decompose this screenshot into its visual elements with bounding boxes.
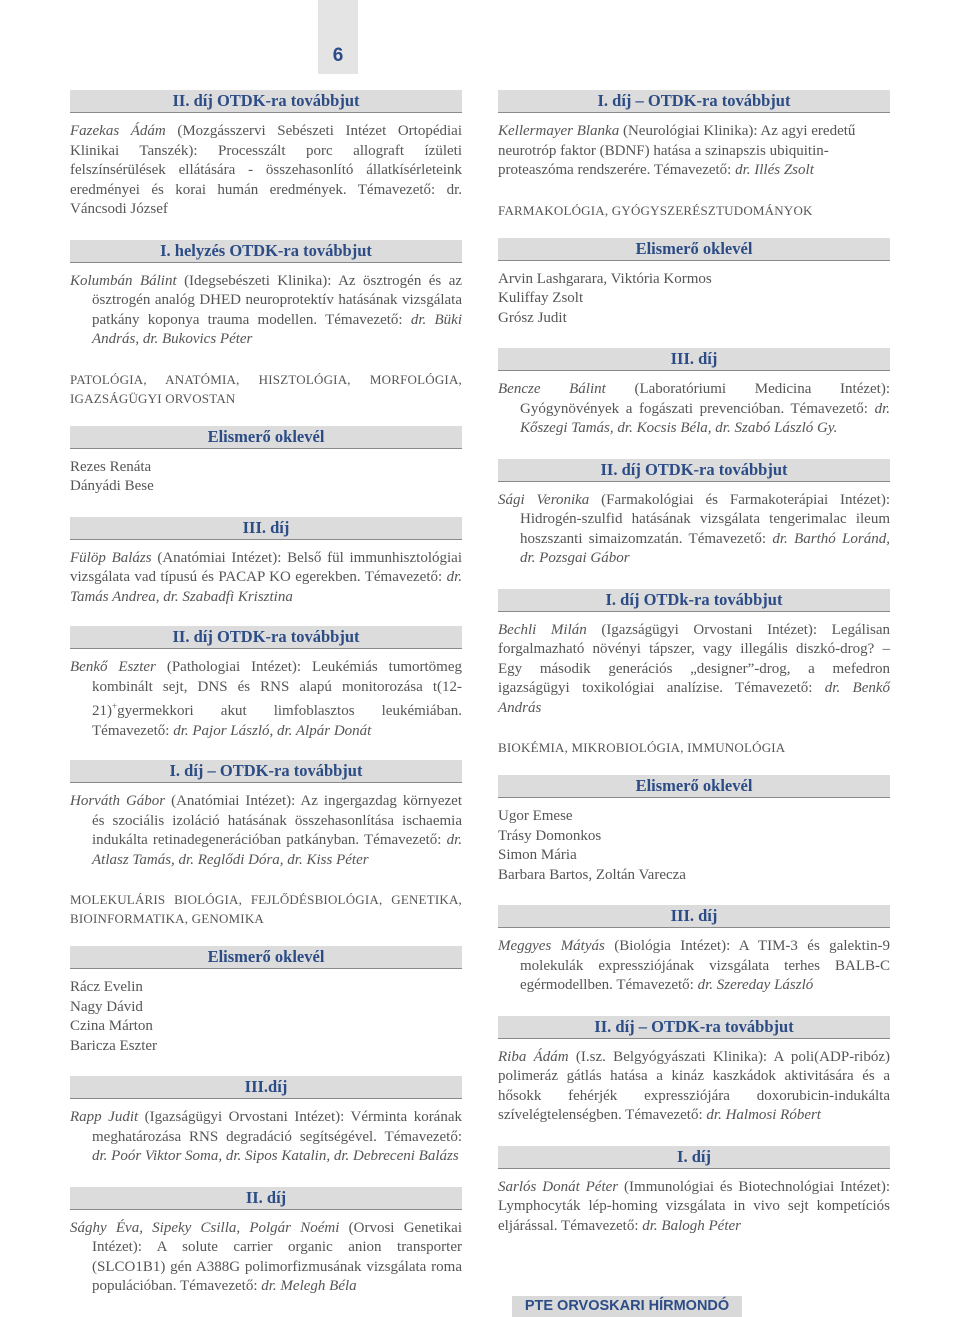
award-entry: Sági Veronika (Farmakológiai és Farmakoterápiai Intézet): Hidrogén-szulfid hatásának vizsgálata tengerimalac ileum hoszszanti simaizomzatán. Témavezető: dr. Barthó Loránd, dr. Pozsgai Gábor: [498, 491, 890, 566]
name-list: [70, 978, 462, 1056]
list-item: Czina Márton: [70, 1018, 153, 1034]
list-item: Arvin Lashgarara, Viktória Kormos: [498, 270, 712, 287]
award-heading: III. díj: [498, 905, 890, 928]
award-heading: Elismerő oklevél: [498, 238, 890, 261]
award-heading: Elismerő oklevél: [70, 426, 462, 449]
award-entry: Bencze Bálint (Laboratóriumi Medicina Intézet): Gyógynövények a fogászati prevencióban. Témavezető: dr. Kőszegi Tamás, dr. Kocsis Béla, dr. Szabó László Gy.: [498, 381, 890, 436]
award-entry: Bechli Milán (Igazságügyi Orvostani Intézet): Legálisan forgalmazható növényi tápszer, vagy illegális diszkó-drog? – Egy második generációs „designer”-drog, a mefedron igazságügyi toxikológiai analízise. Témavezető: dr. Benkő András: [498, 621, 891, 716]
award-heading: I. díj – OTDK-ra továbbjut: [70, 760, 462, 783]
award-entry: Riba Ádám (I.sz. Belgyógyászati Klinika): A poli(ADP-ribóz) polimeráz gátlás hatása a kináz kaszkádok aktivitására és a hősokk fehérjék expressziójára doxorubicin-indukálta szívelégtelenségben. Témavezető: dr. Halmosi Róbert: [498, 1048, 890, 1123]
section-title: MOLEKULÁRIS BIOLÓGIA, FEJLŐDÉSBIOLÓGIA, GENETIKA, BIOINFORMATIKA, GENOMIKA: [70, 892, 462, 926]
list-item: Rezes Renáta: [70, 458, 152, 475]
award-entry: Meggyes Mátyás (Biológia Intézet): A TIM-3 és galektin-9 molekulák expressziójának vizsgálata terhes BALB-C egérmodellben. Témavezető: dr. Szereday László: [498, 938, 890, 993]
award-heading: I. díj – OTDK-ra továbbjut: [498, 90, 890, 113]
award-heading: III.díj: [70, 1076, 462, 1099]
section-title: PATOLÓGIA, ANATÓMIA, HISZTOLÓGIA, MORFOLÓGIA, IGAZSÁGÜGYI ORVOSTAN: [70, 371, 462, 406]
award-entry: Fülöp Balázs (Anatómiai Intézet): Belső fül immunhisztológiai vizsgálata vad típusú és PACAP KO egerekben. Témavezető: dr. Tamás Andrea, dr. Szabadfi Krisztina: [70, 549, 462, 605]
list-item: Grósz Judit: [498, 309, 567, 326]
list-item: Barbara Bartos, Zoltán Varecza: [498, 866, 686, 883]
left-column: [70, 90, 462, 1297]
award-heading: II. díj OTDK-ra továbbjut: [498, 459, 890, 482]
award-entry: Rapp Judit (Igazságügyi Orvostani Intézet): Vérminta korának meghatározása RNS degradáció segítségével. Témavezető: dr. Poór Viktor Soma, dr. Sipos Katalin, dr. Debreceni Balázs: [70, 1109, 463, 1164]
publication-footer: PTE ORVOSKARI HÍRMONDÓ: [512, 1296, 742, 1317]
award-heading: II. díj: [70, 1187, 462, 1210]
award-entry: Benkő Eszter (Pathologiai Intézet): Leukémiás tumortömeg kombinált sejt, DNS és RNS alapú monitorozása t(12-21)+gyermekkori akut limfoblasztos leukémiában. Témavezető: dr. Pajor László, dr. Alpár Donát: [70, 659, 463, 739]
award-heading: III. díj: [498, 348, 890, 371]
award-heading: Elismerő oklevél: [70, 946, 462, 969]
right-column: [498, 90, 890, 1236]
section-title: BIOKÉMIA, MIKROBIOLÓGIA, IMMUNOLÓGIA: [498, 740, 786, 755]
award-entry: Kolumbán Bálint (Idegsebészeti Klinika): Az ösztrogén és az ösztrogén analóg DHED neuroprotektív hatásának vizsgálata patkány koponya trauma modellen. Témavezető: dr. Büki András, dr. Bukovics Péter: [70, 272, 463, 347]
name-list: [70, 458, 462, 497]
list-item: Ugor Emese: [498, 808, 573, 824]
list-item: Nagy Dávid: [70, 998, 143, 1015]
award-heading: III. díj: [70, 517, 462, 540]
list-item: Rácz Evelin: [70, 979, 143, 995]
award-heading: Elismerő oklevél: [498, 775, 890, 798]
list-item: Baricza Eszter: [70, 1037, 158, 1054]
page-number: 6: [318, 0, 358, 74]
award-heading: I. helyzés OTDK-ra továbbjut: [70, 240, 462, 263]
award-entry: Horváth Gábor (Anatómiai Intézet): Az ingergazdag környezet és szociális izoláció hatásának összehasonlítása ischaemia indukálta retinadegenerációban patkányban. Témavezető: dr. Atlasz Tamás, dr. Reglődi Dóra, dr. Kiss Péter: [70, 793, 462, 868]
award-entry: Kellermayer Blanka (Neurológiai Klinika): Az agyi eredetű neurotróp faktor (BDNF) hatása a szinapszis ubiquitin-proteaszóma rendszerére. Témavezető: dr. Illés Zsolt: [498, 123, 856, 178]
list-item: Trásy Domonkos: [498, 827, 602, 844]
name-list: [498, 270, 890, 329]
award-heading: II. díj OTDK-ra továbbjut: [70, 626, 462, 649]
list-item: Dányádi Bese: [70, 478, 154, 494]
award-entry: Sarlós Donát Péter (Immunológiai és Biotechnológiai Intézet): Lymphocyták lép-homing vizsgálata in vivo sejt kompetíciós eljárással. Témavezető: dr. Balogh Péter: [498, 1178, 891, 1234]
list-item: Kuliffay Zsolt: [498, 290, 584, 306]
award-heading: II. díj – OTDK-ra továbbjut: [498, 1016, 890, 1039]
list-item: Simon Mária: [498, 847, 577, 863]
award-heading: I. díj OTDk-ra továbbjut: [498, 589, 890, 612]
award-entry: Sághy Éva, Sipeky Csilla, Polgár Noémi (Orvosi Genetikai Intézet): A solute carrier organic anion transporter (SLCO1B1) gén A388G polimorfizmusának vizsgálata roma populációban. Témavezető: dr. Melegh Béla: [70, 1219, 463, 1294]
name-list: [498, 807, 890, 885]
award-entry: Fazekas Ádám (Mozgásszervi Sebészeti Intézet Ortopédiai Klinikai Tanszék): Processzált porc allograft ízületi felszínsérülések ellátására - összehasonlító állatkísérleteink eredményei és korai humán eredmények. Témavezető: dr. Váncsodi József: [70, 123, 462, 217]
award-heading: I. díj: [498, 1146, 890, 1169]
section-title: FARMAKOLÓGIA, GYÓGYSZERÉSZTUDOMÁNYOK: [498, 202, 813, 218]
award-heading: II. díj OTDK-ra továbbjut: [70, 90, 462, 113]
